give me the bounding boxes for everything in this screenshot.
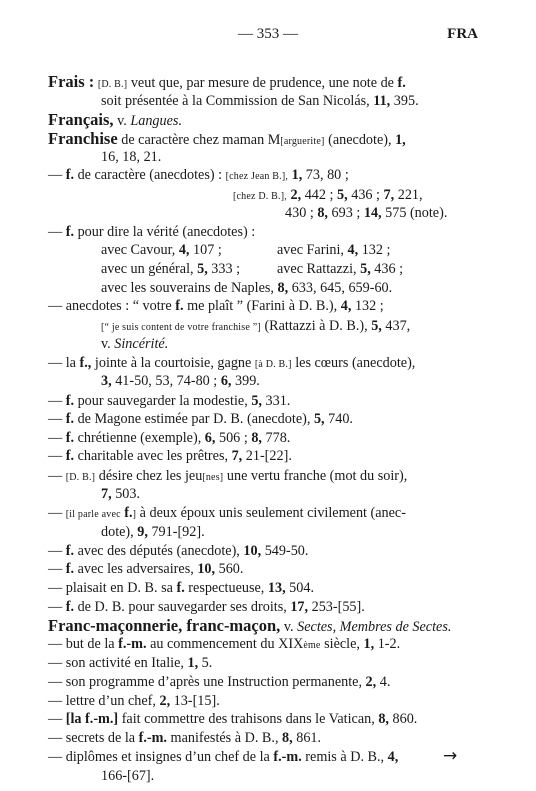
index-text: 166-[67]. bbox=[101, 768, 155, 784]
index-text: 2, bbox=[159, 692, 171, 709]
index-text: soit présentée à la Commission de San Nicolás, bbox=[101, 93, 374, 110]
index-text: 504. bbox=[285, 580, 314, 597]
index-text: — bbox=[48, 505, 66, 522]
index-text: 399. bbox=[231, 373, 260, 390]
index-text: 633, 645, 659-60. bbox=[288, 279, 393, 296]
index-line bbox=[101, 91, 516, 111]
index-text: f. bbox=[65, 392, 75, 409]
index-text: 4, bbox=[340, 298, 352, 315]
index-text: 1, bbox=[291, 167, 303, 184]
index-text: v. bbox=[113, 112, 131, 129]
index-text: 10, bbox=[243, 542, 262, 559]
index-line bbox=[48, 409, 516, 429]
index-text: 693 ; bbox=[327, 204, 364, 221]
index-text: (anecdote), bbox=[324, 131, 396, 148]
index-text: 11, bbox=[373, 93, 391, 110]
index-text: 21-[22]. bbox=[242, 448, 292, 465]
index-line bbox=[233, 185, 516, 205]
index-text: les cœurs (anecdote), bbox=[291, 355, 416, 372]
index-text: Français, bbox=[48, 109, 114, 129]
index-text: — la bbox=[48, 355, 80, 372]
index-text: de Magone estimée par D. B. (anecdote), bbox=[74, 410, 314, 427]
index-text: 2, bbox=[365, 673, 377, 690]
index-text: f. bbox=[65, 542, 75, 559]
index-text: — secrets de la bbox=[48, 730, 139, 747]
index-text: 4, bbox=[178, 242, 190, 259]
index-line bbox=[48, 503, 516, 523]
index-line bbox=[277, 259, 516, 279]
index-line bbox=[48, 446, 516, 466]
index-line bbox=[48, 672, 516, 692]
index-text: chrétienne (exemple), bbox=[74, 430, 205, 447]
index-text: 791-[92]. bbox=[147, 523, 205, 540]
index-text: une vertu franche (mot du soir), bbox=[223, 467, 408, 484]
index-text: 575 (note). bbox=[381, 204, 448, 221]
index-text: 5. bbox=[198, 655, 213, 672]
index-line bbox=[48, 559, 516, 579]
index-text: 430 ; bbox=[285, 204, 318, 221]
index-line bbox=[48, 634, 516, 654]
index-text: pour sauvegarder la modestie, bbox=[74, 392, 252, 409]
index-text: 860. bbox=[388, 711, 418, 728]
running-head: FRA bbox=[447, 26, 478, 42]
index-text: — bbox=[48, 542, 66, 559]
index-text: — son programme d’après une Instruction permanente, bbox=[48, 673, 366, 690]
index-text: avec Farini, bbox=[277, 242, 348, 259]
index-text: manifestés à D. B., bbox=[166, 730, 283, 747]
index-text: (Rattazzi à D. B.), bbox=[260, 317, 372, 334]
index-text: [nes] bbox=[202, 471, 224, 483]
index-text: — bbox=[48, 448, 66, 465]
index-text: 560. bbox=[215, 561, 244, 578]
index-text: respectueuse, bbox=[184, 580, 268, 597]
index-line bbox=[101, 147, 516, 167]
index-line bbox=[285, 203, 516, 223]
index-text: f. bbox=[65, 224, 75, 241]
index-line bbox=[48, 129, 516, 149]
index-line bbox=[48, 428, 516, 448]
index-text: Sectes, Membres de Sectes. bbox=[297, 618, 452, 635]
index-text: 778. bbox=[261, 430, 291, 447]
index-text: pour dire la vérité (anecdotes) : bbox=[74, 224, 256, 241]
index-text: 4, bbox=[347, 242, 359, 259]
index-text: [D. B.] bbox=[97, 79, 128, 90]
index-text: 8, bbox=[317, 204, 328, 221]
index-text: f.-m. bbox=[273, 748, 302, 765]
index-text: 17, bbox=[290, 598, 309, 615]
index-line bbox=[101, 522, 516, 542]
index-text: avec Cavour, bbox=[101, 242, 179, 259]
index-text: 7, bbox=[231, 448, 243, 465]
index-text: 14, bbox=[363, 204, 382, 221]
page-header bbox=[0, 26, 536, 46]
index-text: fait commettre des trahisons dans le Vatican, bbox=[118, 711, 379, 728]
index-text: 331. bbox=[261, 392, 291, 409]
index-text: f. bbox=[124, 505, 133, 522]
index-line bbox=[101, 484, 516, 504]
index-text: f.-m. bbox=[118, 636, 147, 653]
index-text: — anecdotes : “ votre bbox=[48, 298, 176, 315]
index-text: 8, bbox=[282, 730, 293, 747]
index-text: — bbox=[48, 392, 66, 409]
index-text: — bbox=[48, 467, 66, 484]
index-text: f. bbox=[176, 580, 185, 597]
index-line bbox=[101, 766, 516, 786]
index-line bbox=[48, 165, 516, 185]
index-line bbox=[48, 691, 516, 711]
index-text: Frais : bbox=[48, 72, 95, 91]
index-text: — plaisait en D. B. sa bbox=[48, 580, 177, 597]
index-text: [“ je suis content de votre franchise ”] bbox=[101, 321, 261, 333]
index-text: charitable avec les prêtres, bbox=[74, 448, 232, 465]
index-text: f. bbox=[65, 410, 75, 427]
index-text: [D. B.] bbox=[65, 471, 96, 483]
index-text: 132 ; bbox=[351, 298, 384, 315]
index-text: 9, bbox=[137, 523, 148, 540]
index-text: 5, bbox=[251, 392, 262, 409]
index-text: 4, bbox=[387, 748, 399, 765]
index-text: 2, bbox=[290, 186, 302, 203]
index-text: 8, bbox=[378, 711, 389, 728]
index-text: jointe à la courtoisie, gagne bbox=[91, 355, 255, 372]
index-text: 41-50, 53, 74-80 ; bbox=[111, 373, 221, 390]
index-line bbox=[48, 72, 516, 92]
index-text: v. bbox=[101, 335, 115, 352]
index-line bbox=[101, 316, 516, 336]
index-text: 7, bbox=[383, 186, 395, 203]
index-text: [arguerite] bbox=[280, 135, 325, 147]
index-text: avec un général, bbox=[101, 260, 198, 277]
index-text: de D. B. pour sauvegarder ses droits, bbox=[74, 598, 291, 615]
index-text: — son activité en Italie, bbox=[48, 655, 188, 672]
index-text: de caractère chez maman M bbox=[117, 131, 281, 148]
index-line bbox=[48, 616, 516, 636]
index-text: — bbox=[48, 561, 66, 578]
index-text: 5, bbox=[360, 260, 371, 277]
index-text: f. bbox=[397, 75, 406, 91]
index-line bbox=[277, 240, 516, 260]
index-text: 16, 18, 21. bbox=[101, 149, 162, 166]
index-text: 253-[55]. bbox=[308, 598, 365, 615]
index-text: — lettre d’un chef, bbox=[48, 692, 160, 709]
index-text: 4. bbox=[376, 673, 391, 690]
index-text: 7, bbox=[101, 485, 112, 502]
index-line bbox=[48, 296, 516, 316]
index-text: Langues. bbox=[130, 112, 182, 129]
index-line bbox=[48, 110, 516, 130]
index-line bbox=[48, 391, 516, 411]
index-text: veut que, par mesure de prudence, une note de bbox=[127, 75, 398, 91]
index-text: — diplômes et insignes d’un chef de la bbox=[48, 748, 274, 765]
index-text: 5, bbox=[371, 317, 382, 334]
page-number: — 353 — bbox=[238, 26, 298, 42]
index-text: remis à D. B., bbox=[301, 748, 388, 765]
index-text: 8, bbox=[251, 430, 262, 447]
index-text: Franchise bbox=[48, 128, 118, 148]
index-text: désire chez les jeu bbox=[95, 467, 203, 484]
index-text: — bbox=[48, 711, 66, 728]
index-text: 73, 80 ; bbox=[302, 167, 349, 184]
index-text: 13-[15]. bbox=[170, 692, 220, 709]
index-text: — bbox=[48, 430, 66, 447]
index-text: 5, bbox=[337, 186, 348, 203]
index-line bbox=[48, 597, 516, 617]
index-text: Sincérité. bbox=[114, 335, 169, 352]
index-text: 436 ; bbox=[370, 260, 404, 277]
index-text: avec les adversaires, bbox=[74, 561, 198, 578]
index-text: — but de la bbox=[48, 636, 119, 653]
index-text: Franc-maçonnerie, franc-maçon, bbox=[48, 615, 281, 635]
index-text: f.-m. bbox=[138, 730, 167, 747]
index-text: [chez D. B.], bbox=[233, 190, 287, 202]
index-line bbox=[48, 653, 516, 673]
index-text: 5, bbox=[313, 410, 325, 427]
index-line bbox=[48, 466, 516, 486]
index-line bbox=[48, 709, 516, 729]
index-text: f. bbox=[65, 167, 75, 184]
continuation-arrow-icon: → bbox=[443, 746, 458, 766]
index-text: au commencement du XIX bbox=[146, 636, 304, 653]
index-text: 6, bbox=[204, 430, 216, 447]
index-text: 3, bbox=[101, 373, 112, 390]
index-text: de caractère (anecdotes) : bbox=[74, 167, 226, 184]
index-line bbox=[101, 334, 516, 354]
index-text: 436 ; bbox=[347, 186, 384, 203]
index-text: 107 ; bbox=[189, 242, 222, 259]
index-line bbox=[48, 541, 516, 561]
index-text: [la f.-m.] bbox=[65, 711, 119, 728]
index-text: f. bbox=[65, 448, 75, 465]
index-text: [il parle avec bbox=[65, 509, 121, 521]
index-text: f. bbox=[65, 598, 75, 615]
index-text: [à D. B.] bbox=[254, 359, 292, 371]
index-text: f. bbox=[65, 430, 75, 447]
index-text: 549-50. bbox=[261, 542, 309, 559]
index-text: — bbox=[48, 598, 66, 615]
index-text: dote), bbox=[101, 523, 138, 540]
index-text: 13, bbox=[267, 580, 286, 597]
index-text: f. bbox=[65, 561, 75, 578]
index-text: [chez Jean B.], bbox=[225, 171, 289, 183]
index-text: 10, bbox=[197, 561, 216, 578]
index-text: 861. bbox=[292, 730, 322, 747]
index-text: avec les souverains de Naples, bbox=[101, 279, 278, 296]
index-text: avec Rattazzi, bbox=[277, 260, 361, 277]
index-text: à deux époux unis seulement civilement (anec- bbox=[136, 505, 406, 522]
index-text: f. bbox=[175, 298, 184, 315]
index-text: 132 ; bbox=[358, 242, 391, 259]
index-text: f., bbox=[79, 355, 92, 372]
index-line bbox=[48, 222, 516, 242]
index-line bbox=[101, 278, 516, 298]
index-text: — bbox=[48, 410, 66, 427]
index-text: ème bbox=[303, 640, 321, 652]
index-text: 395. bbox=[390, 93, 419, 110]
index-text: me plaît ” (Farini à D. B.), bbox=[183, 298, 341, 315]
index-text: siècle, bbox=[320, 636, 364, 653]
index-text: 6, bbox=[220, 373, 232, 390]
index-text: — bbox=[48, 224, 66, 241]
index-line bbox=[48, 578, 516, 598]
index-text: 506 ; bbox=[215, 430, 252, 447]
index-text: 1, bbox=[395, 131, 406, 148]
index-text: 437, bbox=[381, 317, 411, 334]
index-text: 740. bbox=[324, 410, 353, 427]
index-text: 333 ; bbox=[207, 260, 241, 277]
index-text: 5, bbox=[197, 260, 208, 277]
index-text: v. bbox=[280, 618, 298, 635]
index-text: avec des députés (anecdote), bbox=[74, 542, 244, 559]
index-text: 8, bbox=[277, 279, 289, 296]
index-text: 221, bbox=[394, 186, 423, 203]
index-text: 1-2. bbox=[374, 636, 401, 653]
index-text: — bbox=[48, 167, 66, 184]
index-text: 442 ; bbox=[301, 186, 338, 203]
index-text: 1, bbox=[187, 655, 199, 672]
index-text: 503. bbox=[111, 485, 141, 502]
index-line bbox=[48, 353, 516, 373]
index-line bbox=[101, 371, 516, 391]
index-text: 1, bbox=[363, 636, 375, 653]
index-text: ] bbox=[132, 509, 137, 521]
